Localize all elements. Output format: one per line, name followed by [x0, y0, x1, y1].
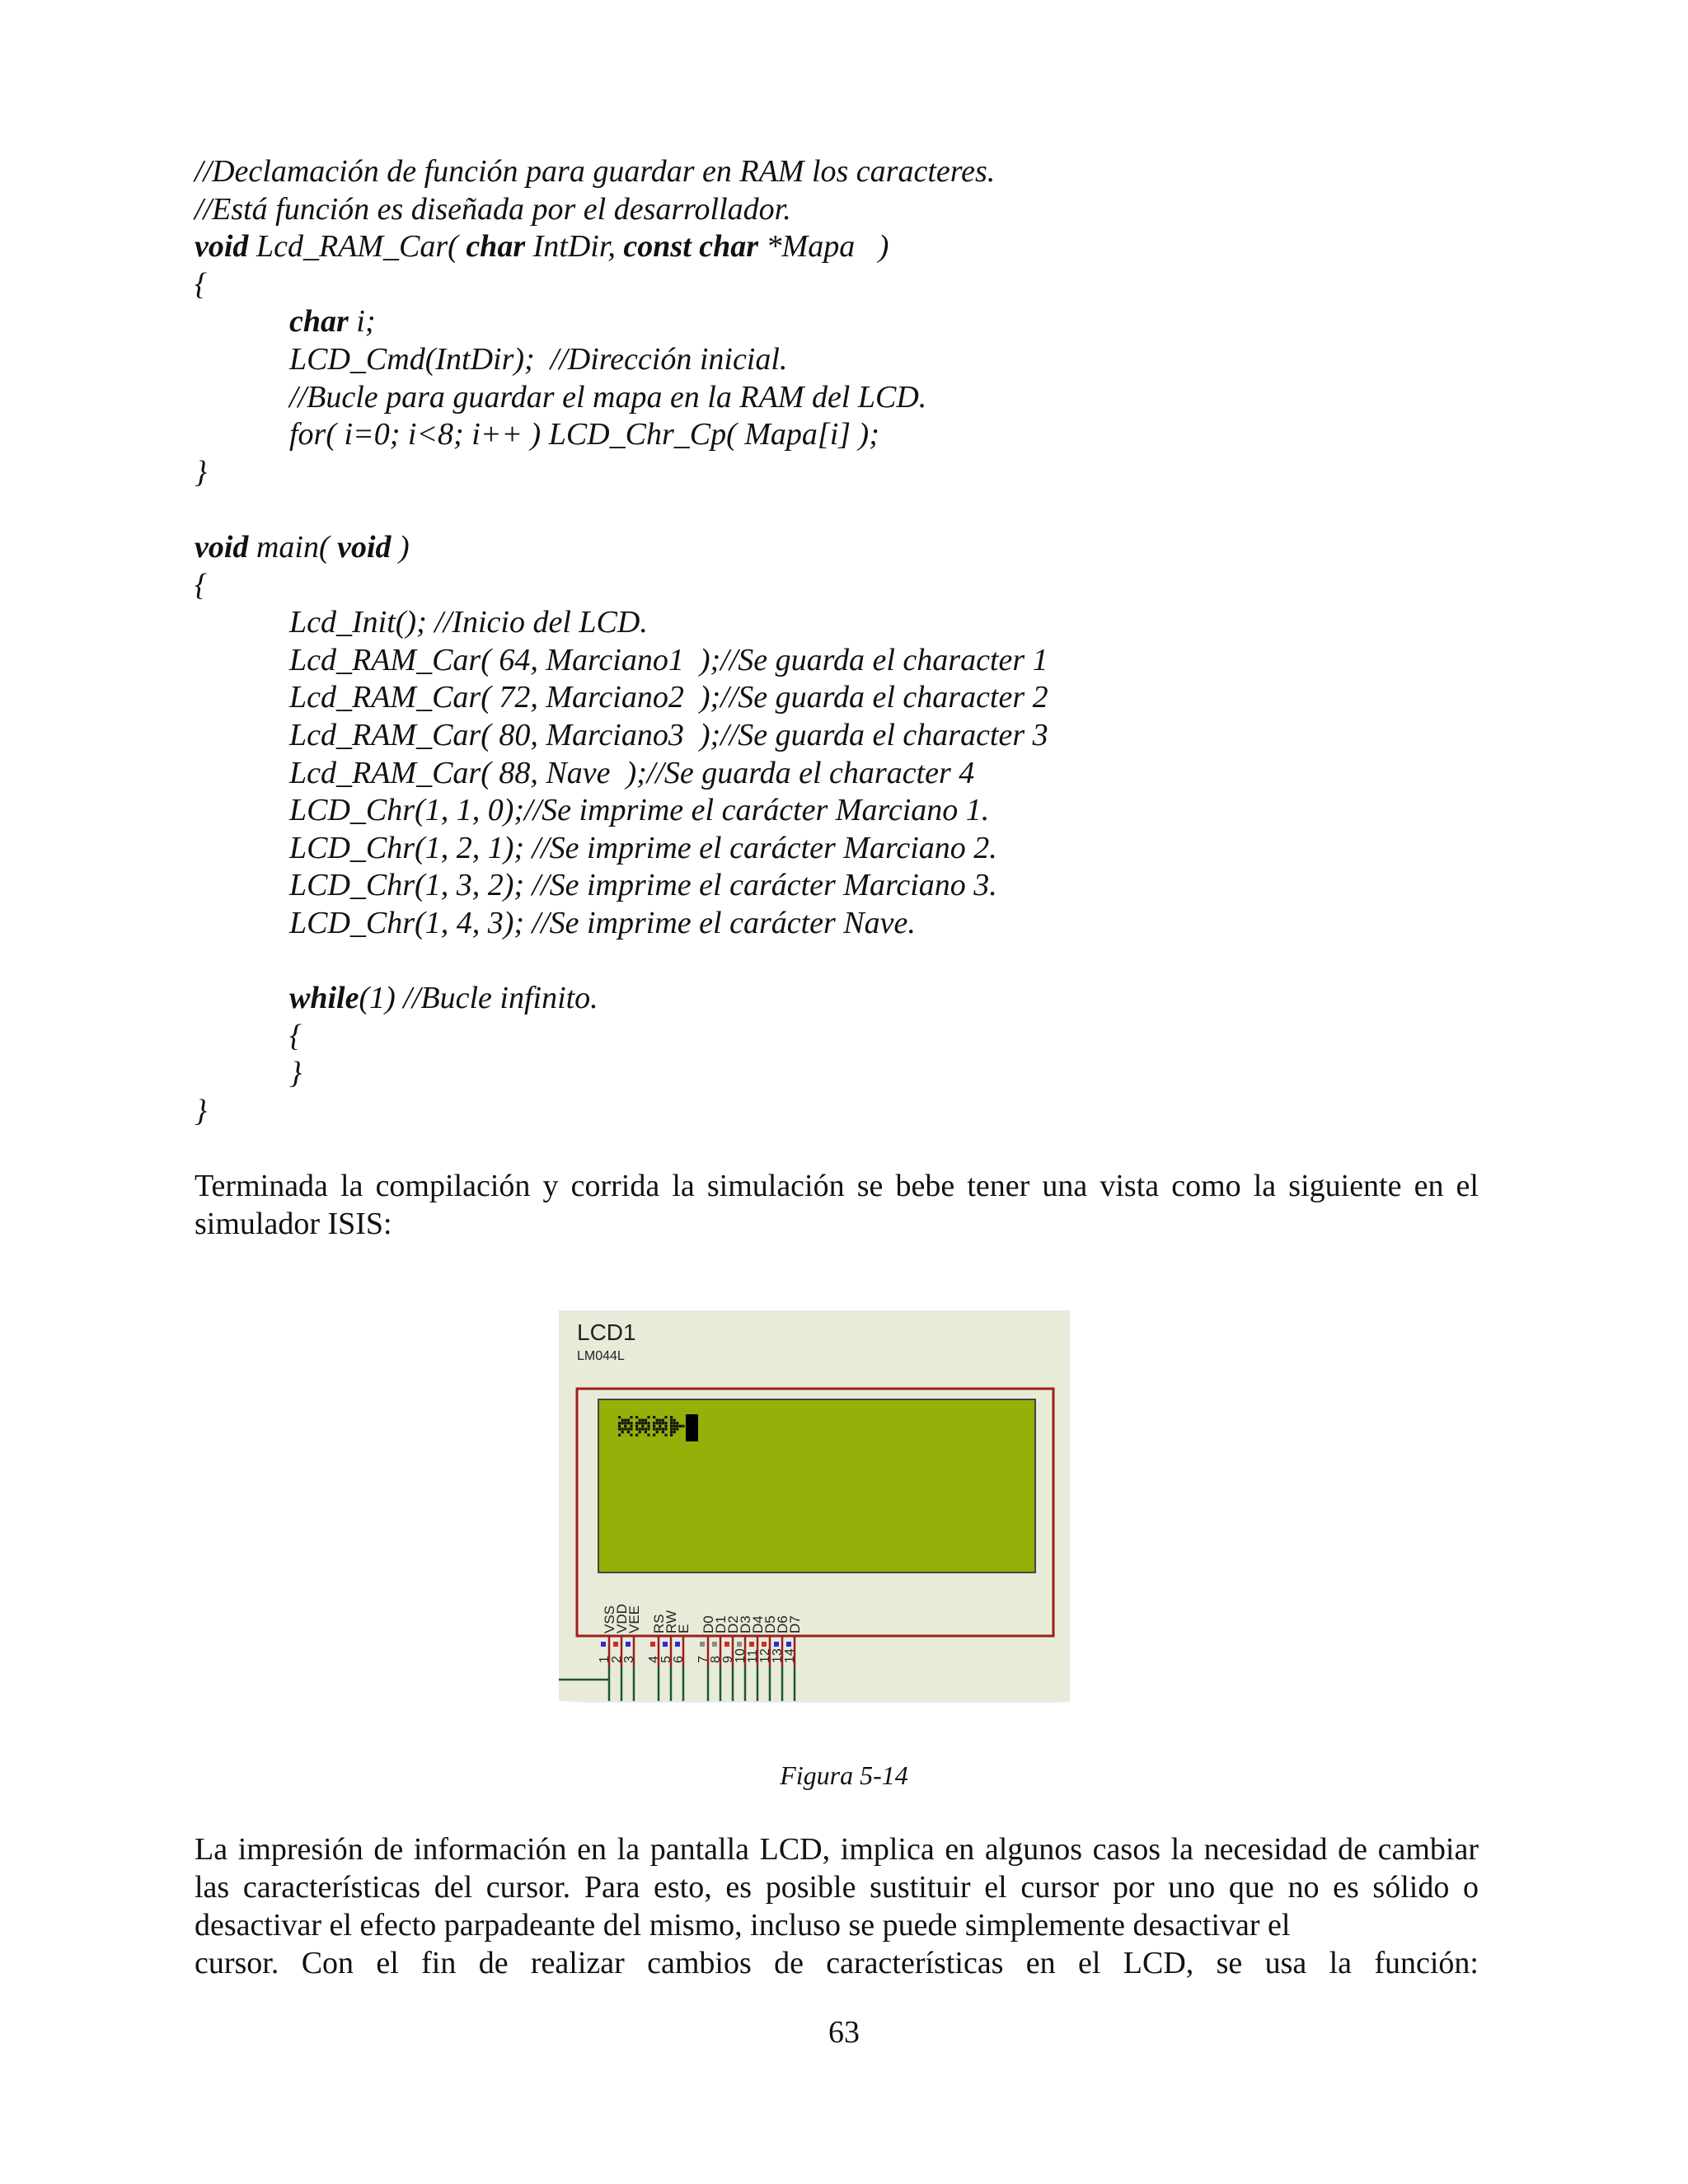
code-text: (1) //Bucle infinito. — [359, 981, 598, 1016]
code-line: } — [289, 1056, 302, 1091]
pin-number: 8 — [709, 1656, 723, 1663]
code-line: { — [195, 266, 208, 302]
pin-label-d7: D7 — [787, 1615, 803, 1633]
code-line: Lcd_Init(); //Inicio del LCD. — [289, 605, 648, 640]
code-line — [195, 980, 1596, 1018]
blank-line — [195, 942, 1596, 980]
pin-label-vdd: VDD — [614, 1604, 630, 1633]
keyword: const char — [623, 229, 759, 265]
code-line: LCD_Chr(1, 1, 0);//Se imprime el carácter Marciano 1. — [289, 793, 990, 828]
pin-label-d0: D0 — [701, 1615, 716, 1633]
lcd-screen — [598, 1399, 1035, 1572]
pin-state-dot — [675, 1642, 680, 1647]
paragraph-body: La impresión de información en la pantalla LCD, implica en algunos casos la necesidad de cambiar las características del cursor. Para esto, es posible sustituir el cursor por uno que no es sólido o desactivar el efecto parpadeante del mismo, incluso se puede simplemente desactivar el — [195, 1832, 1479, 1943]
code-line: //Está función es diseñada por el desarrollador. — [195, 191, 791, 227]
pin-number: 10 — [734, 1648, 748, 1663]
blank-line — [195, 491, 1596, 529]
pin-label-rw: RW — [663, 1610, 679, 1633]
lcd-cursor — [686, 1414, 698, 1441]
code-line — [195, 529, 1596, 567]
pin-number: 5 — [659, 1656, 673, 1663]
pin-label-e: E — [676, 1624, 692, 1633]
pin-state-dot — [613, 1642, 618, 1647]
code-line: //Bucle para guardar el mapa en la RAM del LCD. — [289, 379, 927, 415]
keyword: void — [195, 229, 249, 265]
pin-number: 12 — [758, 1648, 772, 1663]
code-line: Lcd_RAM_Car( 88, Nave );//Se guarda el character 4 — [289, 755, 975, 790]
code-line — [195, 228, 1596, 266]
pin-label-d6: D6 — [775, 1615, 790, 1633]
pin-state-dot — [786, 1642, 791, 1647]
component-name: LCD1 — [577, 1319, 636, 1345]
figure-caption: Figura 5-14 — [780, 1760, 908, 1790]
pin-label-vss: VSS — [602, 1605, 617, 1633]
pin-label-vee: VEE — [626, 1605, 642, 1633]
pin-state-dot — [650, 1642, 655, 1647]
paragraph-cursor — [195, 1830, 1479, 1982]
code-line: } — [195, 454, 208, 490]
pin-number: 1 — [598, 1656, 612, 1663]
paragraph-intro: Terminada la compilación y corrida la simulación se bebe tener una vista como la siguiente en el simulador ISIS: — [195, 1169, 1479, 1241]
pin-number: 4 — [647, 1656, 661, 1663]
pin-number: 14 — [783, 1648, 797, 1663]
code-line: { — [195, 567, 208, 602]
code-line: Lcd_RAM_Car( 72, Marciano2 );//Se guarda el character 2 — [289, 680, 1048, 715]
code-line: //Declamación de función para guardar en RAM los caracteres. — [195, 154, 996, 189]
keyword: void — [337, 529, 392, 565]
code-line: } — [195, 1093, 208, 1128]
pin-label-d2: D2 — [725, 1615, 741, 1633]
pin-label-d4: D4 — [750, 1615, 766, 1633]
pin-state-dot — [762, 1642, 767, 1647]
pin-number: 13 — [771, 1648, 785, 1663]
page-number: 63 — [828, 2015, 860, 2050]
pin-number: 2 — [610, 1656, 624, 1663]
keyword: while — [289, 981, 359, 1016]
component-model: LM044L — [577, 1349, 625, 1363]
code-line: LCD_Chr(1, 2, 1); //Se imprime el carácter Marciano 2. — [289, 830, 997, 865]
pin-state-dot — [663, 1642, 668, 1647]
code-text: Lcd_RAM_Car( — [248, 229, 467, 265]
code-line: LCD_Cmd(IntDir); //Dirección inicial. — [289, 341, 788, 377]
code-listing — [195, 153, 1596, 1130]
keyword: void — [195, 529, 249, 565]
code-line: Lcd_RAM_Car( 64, Marciano1 );//Se guarda el character 1 — [289, 642, 1048, 677]
pin-state-dot — [749, 1642, 754, 1647]
pin-state-dot — [724, 1642, 729, 1647]
pin-number: 6 — [672, 1656, 686, 1663]
keyword: char — [289, 304, 349, 340]
code-line: LCD_Chr(1, 3, 2); //Se imprime el carácter Marciano 3. — [289, 868, 997, 903]
pin-state-dot — [774, 1642, 779, 1647]
code-text: main( — [248, 529, 338, 565]
code-line: Lcd_RAM_Car( 80, Marciano3 );//Se guarda el character 3 — [289, 717, 1048, 752]
lcd-diagram — [559, 1310, 1070, 1703]
pin-label-d3: D3 — [738, 1615, 753, 1633]
pin-number: 3 — [622, 1656, 636, 1663]
code-line: for( i=0; i<8; i++ ) LCD_Chr_Cp( Mapa[i] ); — [289, 417, 879, 452]
pin-label-d1: D1 — [713, 1615, 729, 1633]
paragraph-last-line: cursor. Con el fin de realizar cambios de características en el LCD, se usa la función: — [195, 1946, 1479, 1980]
pin-number: 11 — [746, 1649, 760, 1663]
lcd-simulation-figure — [559, 1310, 1070, 1703]
pin-state-dot — [737, 1642, 742, 1647]
pin-state-dot — [712, 1642, 717, 1647]
keyword: char — [466, 229, 526, 265]
pin-label-d5: D5 — [762, 1615, 778, 1633]
pin-state-dot — [626, 1642, 631, 1647]
pin-number: 9 — [721, 1656, 735, 1663]
pin-number: 7 — [696, 1656, 710, 1663]
pin-label-rs: RS — [651, 1614, 667, 1633]
code-text: ) — [391, 529, 410, 565]
code-line: LCD_Chr(1, 4, 3); //Se imprime el carácter Nave. — [289, 905, 916, 940]
pin-state-dot — [700, 1642, 705, 1647]
code-line — [195, 303, 1596, 341]
code-text: IntDir, — [525, 229, 624, 265]
code-text: *Mapa ) — [758, 229, 889, 265]
pin-state-dot — [601, 1642, 606, 1647]
code-text: i; — [348, 304, 376, 340]
code-line: { — [289, 1018, 302, 1053]
